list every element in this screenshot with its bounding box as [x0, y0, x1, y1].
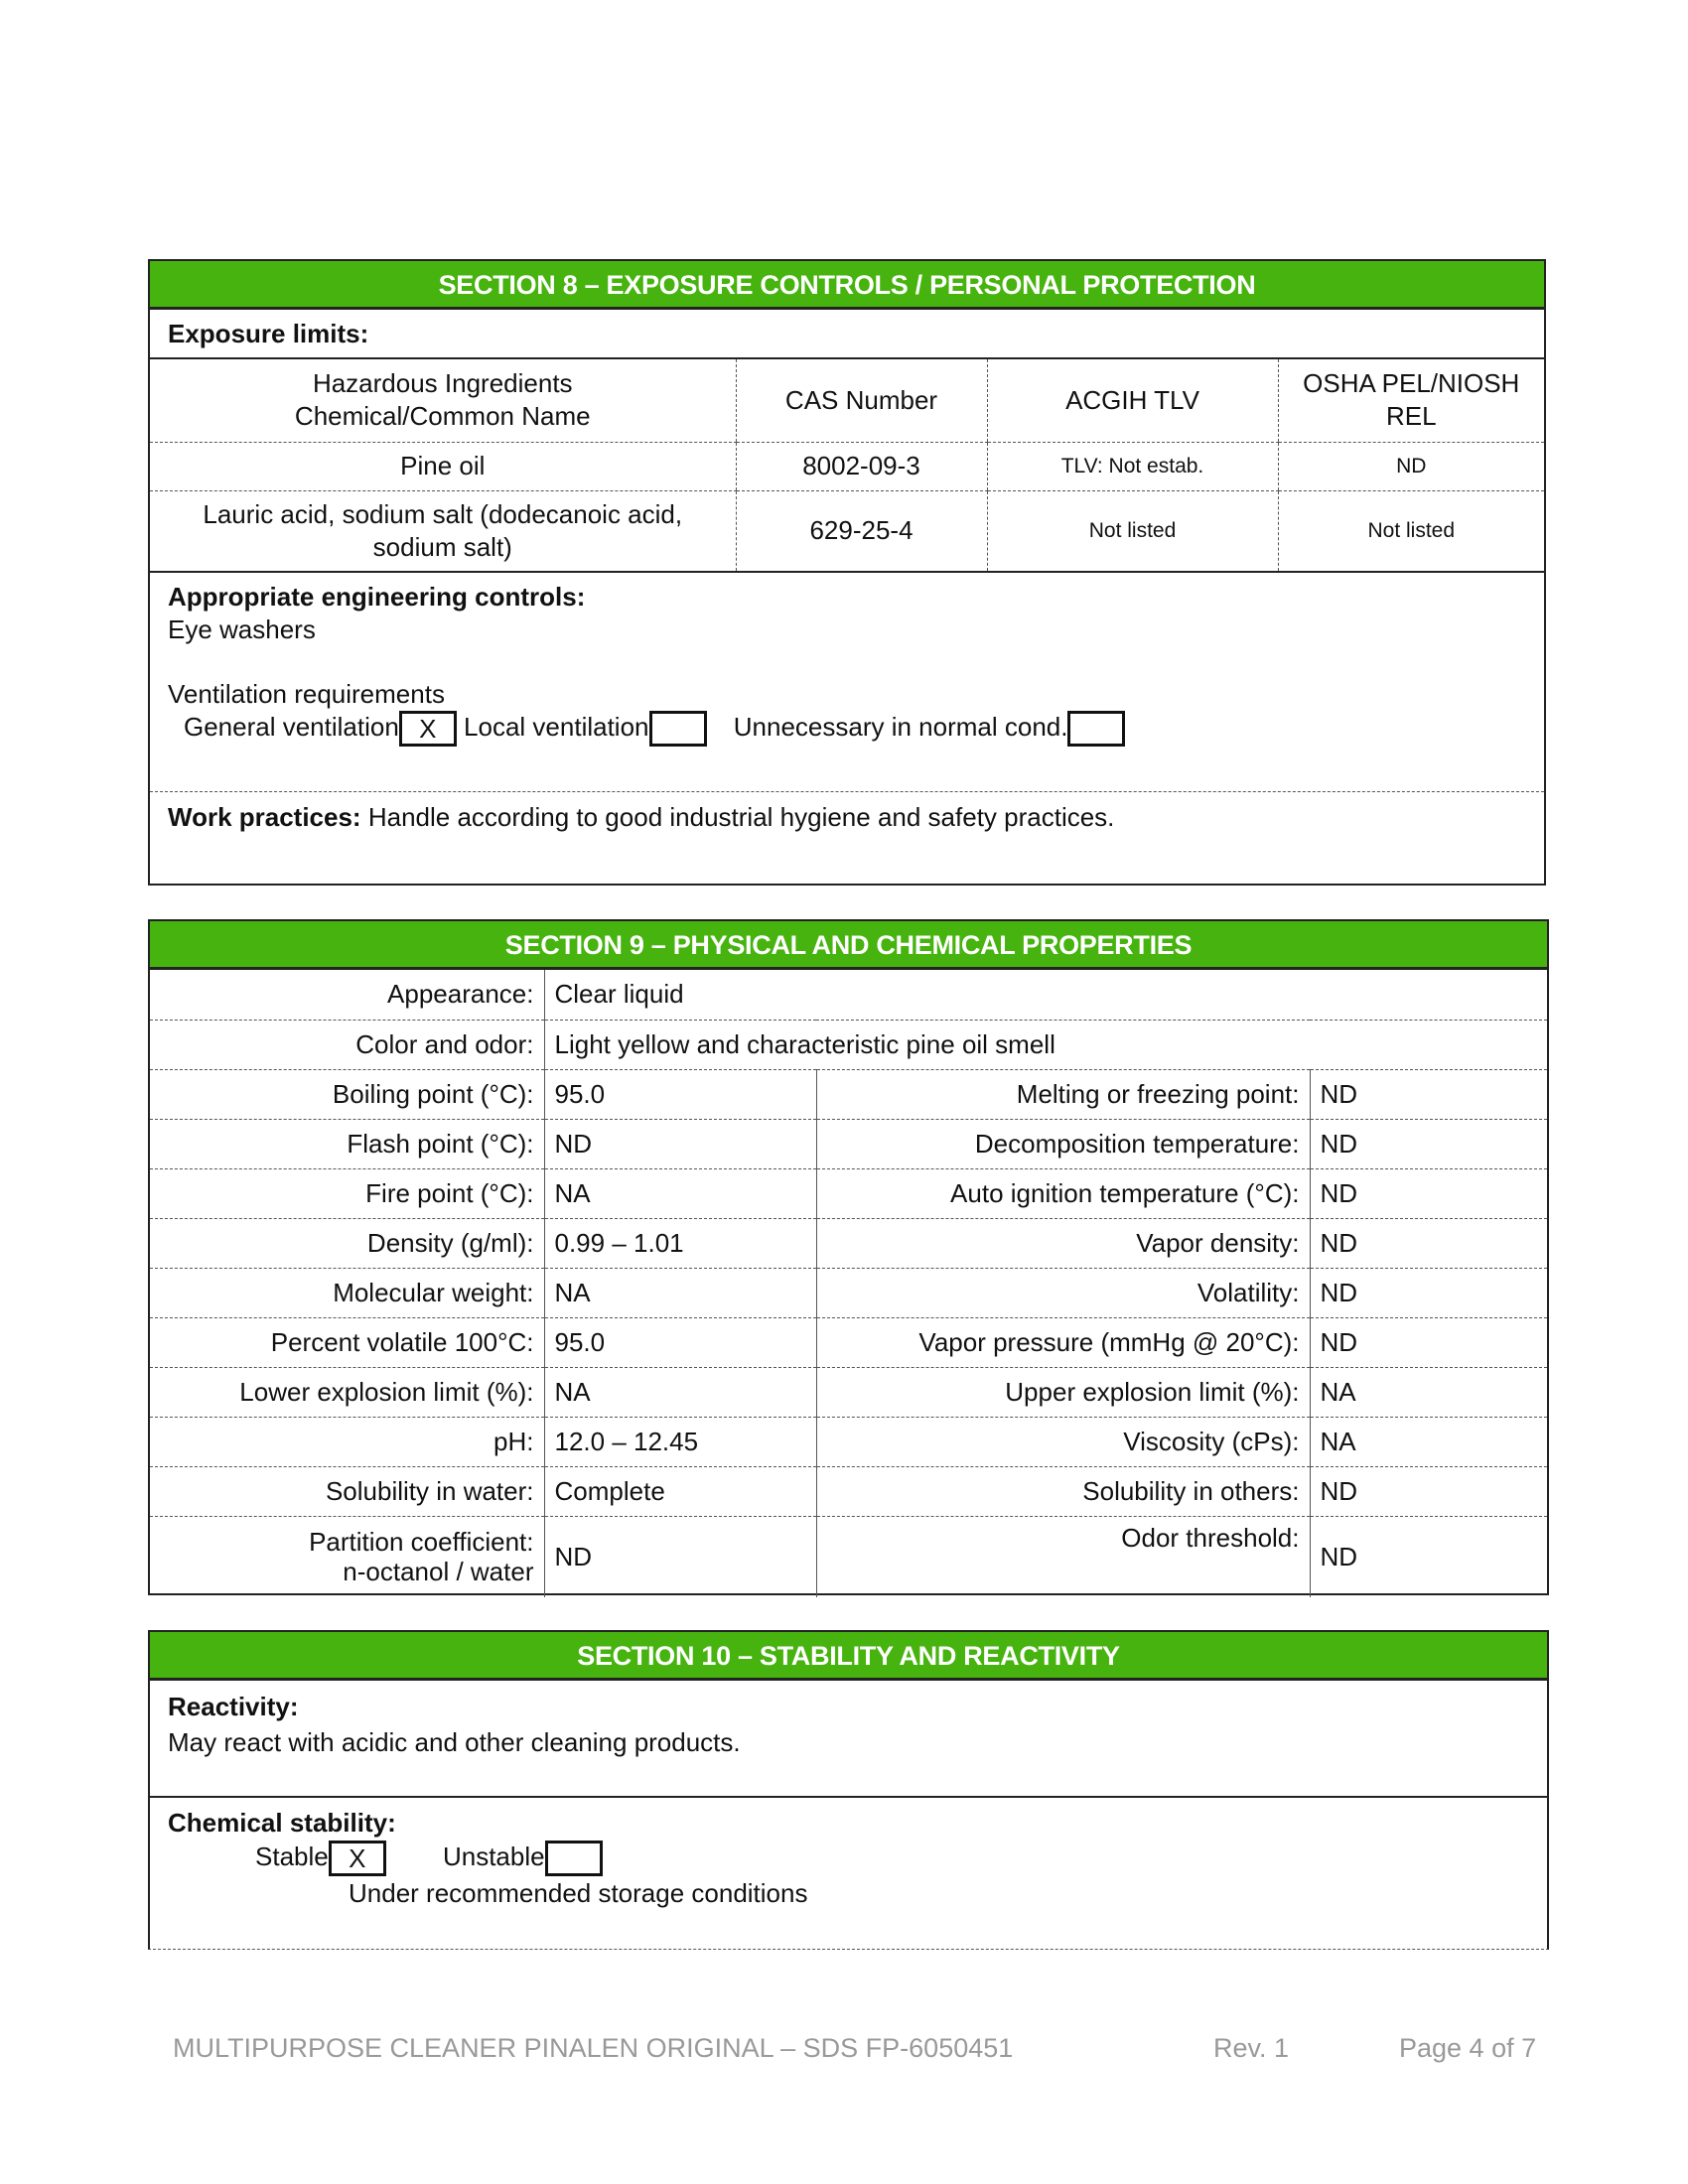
property-label: Upper explosion limit (%):: [816, 1367, 1310, 1417]
table-row: [150, 1417, 1547, 1466]
property-label: [150, 1516, 544, 1597]
property-label: Vapor density:: [816, 1218, 1310, 1268]
property-value: NA: [1310, 1417, 1547, 1466]
col-header-name: Hazardous Ingredients Chemical/Common Name: [150, 359, 736, 442]
eng-controls-label: Appropriate engineering controls:: [168, 582, 586, 612]
property-value: ND: [1310, 1119, 1547, 1168]
work-practices-label: Work practices:: [168, 802, 361, 832]
property-label: Auto ignition temperature (°C):: [816, 1168, 1310, 1218]
table-row: [150, 1516, 1547, 1597]
local-ventilation-label: Local ventilation: [464, 712, 649, 742]
properties-table: [150, 970, 1547, 1597]
table-row: [150, 1466, 1547, 1516]
table-row: [150, 1218, 1547, 1268]
property-label: Volatility:: [816, 1268, 1310, 1317]
footer-revision: Rev. 1: [1213, 2033, 1290, 2063]
table-row: [150, 1069, 1547, 1119]
property-value: ND: [1310, 1218, 1547, 1268]
cell: Not listed: [1278, 490, 1544, 572]
local-ventilation-checkbox[interactable]: [649, 711, 707, 747]
table-row: [150, 442, 1544, 490]
exposure-limits-label: Exposure limits:: [150, 310, 1544, 359]
partition-label-sub: n-octanol / water: [343, 1557, 534, 1587]
property-value: ND: [544, 1119, 816, 1168]
table-row: [150, 1317, 1547, 1367]
col-header-cas: CAS Number: [736, 359, 987, 442]
property-value: ND: [1310, 1516, 1547, 1597]
property-label: Viscosity (cPs):: [816, 1417, 1310, 1466]
general-ventilation-checkbox[interactable]: X: [399, 711, 457, 747]
property-value: NA: [544, 1168, 816, 1218]
section-8: [148, 259, 1546, 886]
unstable-checkbox[interactable]: [545, 1841, 603, 1876]
col-header-osha: OSHA PEL/NIOSH REL: [1278, 359, 1544, 442]
cell: ND: [1278, 442, 1544, 490]
cell: 8002-09-3: [736, 442, 987, 490]
stable-checkbox[interactable]: X: [329, 1841, 386, 1876]
property-label: Molecular weight:: [150, 1268, 544, 1317]
property-value: NA: [544, 1268, 816, 1317]
general-ventilation-label: General ventilation: [184, 712, 399, 742]
section-9: [148, 919, 1549, 1595]
section-10-title: SECTION 10 – STABILITY AND REACTIVITY: [150, 1632, 1547, 1681]
unstable-label: Unstable: [442, 1842, 545, 1871]
table-row: [150, 490, 1544, 572]
footer-document: MULTIPURPOSE CLEANER PINALEN ORIGINAL – SDS FP-6050451: [173, 2033, 1014, 2063]
property-label: Fire point (°C):: [150, 1168, 544, 1218]
property-value: NA: [544, 1367, 816, 1417]
cell: Lauric acid, sodium salt (dodecanoic acid, sodium salt): [203, 498, 683, 562]
property-value: 95.0: [544, 1069, 816, 1119]
stability-label: Chemical stability:: [168, 1808, 396, 1838]
table-row: [150, 1020, 1547, 1069]
property-value: 95.0: [544, 1317, 816, 1367]
unnecessary-label: Unnecessary in normal cond.: [733, 712, 1068, 742]
stable-label: Stable: [255, 1842, 329, 1871]
property-value: NA: [1310, 1367, 1547, 1417]
cell: 629-25-4: [736, 490, 987, 572]
property-value: ND: [1310, 1168, 1547, 1218]
property-value: ND: [1310, 1317, 1547, 1367]
ventilation-label: Ventilation requirements: [168, 679, 445, 709]
property-value: ND: [1310, 1069, 1547, 1119]
property-label: Boiling point (°C):: [150, 1069, 544, 1119]
unnecessary-checkbox[interactable]: [1067, 711, 1125, 747]
col-header-acgih: ACGIH TLV: [987, 359, 1278, 442]
property-label: Lower explosion limit (%):: [150, 1367, 544, 1417]
property-label: Melting or freezing point:: [816, 1069, 1310, 1119]
cell: Pine oil: [150, 442, 736, 490]
eng-controls-value: Eye washers: [168, 614, 316, 644]
property-value: ND: [544, 1516, 816, 1597]
reactivity-label: Reactivity:: [168, 1692, 299, 1721]
work-practices-value: Handle according to good industrial hygiene and safety practices.: [367, 802, 1115, 832]
property-label: pH:: [150, 1417, 544, 1466]
cell: TLV: Not estab.: [987, 442, 1278, 490]
table-row: [150, 970, 1547, 1020]
property-label: Decomposition temperature:: [816, 1119, 1310, 1168]
table-row: [150, 1168, 1547, 1218]
property-value: Clear liquid: [544, 970, 1547, 1020]
property-label: Odor threshold:: [816, 1516, 1310, 1597]
cell: Not listed: [987, 490, 1278, 572]
property-value: Complete: [544, 1466, 816, 1516]
property-value: ND: [1310, 1268, 1547, 1317]
property-value: ND: [1310, 1466, 1547, 1516]
partition-label: Partition coefficient:: [309, 1527, 534, 1558]
property-value: 12.0 – 12.45: [544, 1417, 816, 1466]
section-9-title: SECTION 9 – PHYSICAL AND CHEMICAL PROPERTIES: [150, 921, 1547, 970]
reactivity-value: May react with acidic and other cleaning products.: [168, 1727, 741, 1757]
property-label: Density (g/ml):: [150, 1218, 544, 1268]
exposure-table: [150, 359, 1544, 573]
property-label: Flash point (°C):: [150, 1119, 544, 1168]
property-label: Solubility in water:: [150, 1466, 544, 1516]
property-label: Appearance:: [150, 970, 544, 1020]
property-label: Solubility in others:: [816, 1466, 1310, 1516]
property-label: Color and odor:: [150, 1020, 544, 1069]
property-value: 0.99 – 1.01: [544, 1218, 816, 1268]
property-value: Light yellow and characteristic pine oil smell: [544, 1020, 1547, 1069]
footer-page: Page 4 of 7: [1399, 2033, 1537, 2063]
property-label: Percent volatile 100°C:: [150, 1317, 544, 1367]
section-10: [148, 1630, 1549, 1950]
property-label: Vapor pressure (mmHg @ 20°C):: [816, 1317, 1310, 1367]
table-row: [150, 1268, 1547, 1317]
table-row: [150, 1119, 1547, 1168]
stability-note: Under recommended storage conditions: [349, 1878, 808, 1909]
table-row: [150, 1367, 1547, 1417]
section-8-title: SECTION 8 – EXPOSURE CONTROLS / PERSONAL PROTECTION: [150, 261, 1544, 310]
